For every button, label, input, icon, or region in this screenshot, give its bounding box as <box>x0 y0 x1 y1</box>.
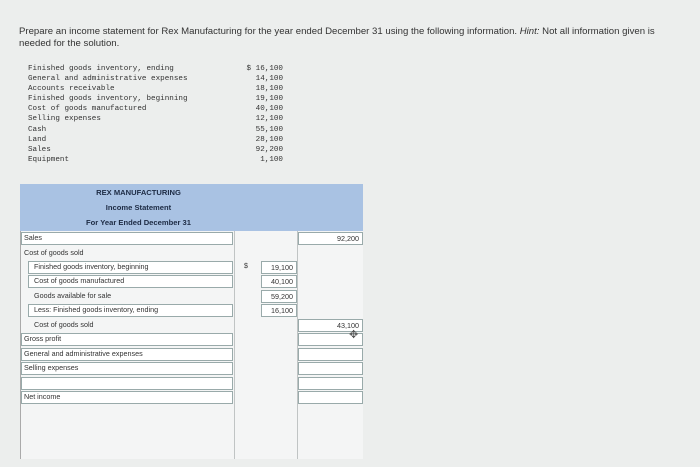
hint-text: Not all information given is needed for the solution. <box>19 26 655 49</box>
instructions-text: Prepare an income statement for Rex Manufacturing for the year ended December 31 using the following information. <box>19 26 520 37</box>
given-value: 12,100 <box>255 115 283 124</box>
cogm-label: Cost of goods manufactured <box>34 276 125 285</box>
row-cogs-header <box>21 246 364 261</box>
given-label: Accounts receivable <box>28 85 115 94</box>
row-sales <box>21 231 364 246</box>
sales-amount-input[interactable]: 92,200 <box>298 232 363 245</box>
row-net-income <box>21 390 364 405</box>
given-label: Finished goods inventory, ending <box>28 65 174 73</box>
selling-amount-input[interactable] <box>298 362 363 375</box>
row-cogm <box>21 274 364 289</box>
row-gross-profit <box>21 329 364 347</box>
given-row <box>28 114 283 124</box>
net-income-amount-input[interactable] <box>298 391 363 404</box>
given-row <box>28 145 283 155</box>
given-row <box>28 125 283 135</box>
given-row <box>28 94 283 104</box>
statement-period: For Year Ended December 31 <box>86 218 191 227</box>
cogm-amount-input[interactable]: 40,100 <box>261 275 297 288</box>
row-fg-begin <box>21 260 364 275</box>
given-label: Cash <box>28 125 47 134</box>
hint-label: Hint: <box>519 26 540 37</box>
row-fg-end <box>21 303 364 318</box>
given-value: 18,100 <box>255 85 283 94</box>
sales-label: Sales <box>24 233 42 242</box>
given-row <box>28 155 283 165</box>
given-label: Sales <box>28 145 51 154</box>
given-value: 55,100 <box>255 125 283 134</box>
row-selling-expenses <box>21 361 364 376</box>
income-statement <box>20 184 363 459</box>
instructions <box>19 26 659 50</box>
sales-label-input[interactable] <box>21 232 233 245</box>
row-cogs-total <box>21 318 364 333</box>
row-ga-expenses <box>21 347 364 362</box>
fg-begin-label: Finished goods inventory, beginning <box>34 262 149 271</box>
given-value: 1,100 <box>260 155 283 164</box>
given-value: 40,100 <box>255 105 283 114</box>
fg-end-label: Less: Finished goods inventory, ending <box>34 305 159 314</box>
goods-available-amount-input[interactable]: 59,200 <box>261 290 297 303</box>
given-value: $ 16,100 <box>246 65 283 73</box>
row-blank <box>21 376 364 391</box>
statement-header <box>20 184 363 231</box>
net-income-label: Net income <box>24 392 61 401</box>
fg-end-amount-input[interactable]: 16,100 <box>261 304 297 317</box>
given-value: 28,100 <box>255 135 283 144</box>
blank-amount-input[interactable] <box>298 377 363 390</box>
given-row <box>28 84 283 94</box>
given-row <box>28 74 283 84</box>
given-label: Cost of goods manufactured <box>28 105 147 114</box>
statement-body <box>20 231 363 459</box>
given-row <box>28 104 283 114</box>
cogs-total-label: Cost of goods sold <box>34 320 94 329</box>
cogs-header-label: Cost of goods sold <box>24 248 84 257</box>
given-label: Finished goods inventory, beginning <box>28 95 188 104</box>
company-name: REX MANUFACTURING <box>96 188 181 197</box>
given-row <box>28 135 283 145</box>
goods-available-label: Goods available for sale <box>34 291 112 300</box>
given-value: 14,100 <box>255 75 283 84</box>
cogs-total-amount-input[interactable]: 43,100 <box>298 319 363 332</box>
blank-label-input[interactable] <box>21 377 233 390</box>
given-value: 92,200 <box>255 145 283 154</box>
given-label: Land <box>28 135 47 144</box>
given-value: 19,100 <box>255 95 283 104</box>
gross-profit-label: Gross profit <box>24 334 62 343</box>
fg-begin-amount-input[interactable]: 19,100 <box>261 261 297 274</box>
row-goods-available <box>21 289 364 304</box>
given-row <box>28 64 283 74</box>
move-cursor-icon: ✥ <box>349 329 359 341</box>
given-label: Selling expenses <box>28 115 101 124</box>
selling-label: Selling expenses <box>24 363 79 372</box>
ga-amount-input[interactable] <box>298 348 363 361</box>
given-data-list <box>28 64 283 165</box>
currency-sign: $ <box>244 263 248 270</box>
given-label: Equipment <box>28 155 70 164</box>
statement-title: Income Statement <box>105 203 172 212</box>
ga-label: General and administrative expenses <box>24 349 143 358</box>
given-label: General and administrative expenses <box>28 75 188 84</box>
